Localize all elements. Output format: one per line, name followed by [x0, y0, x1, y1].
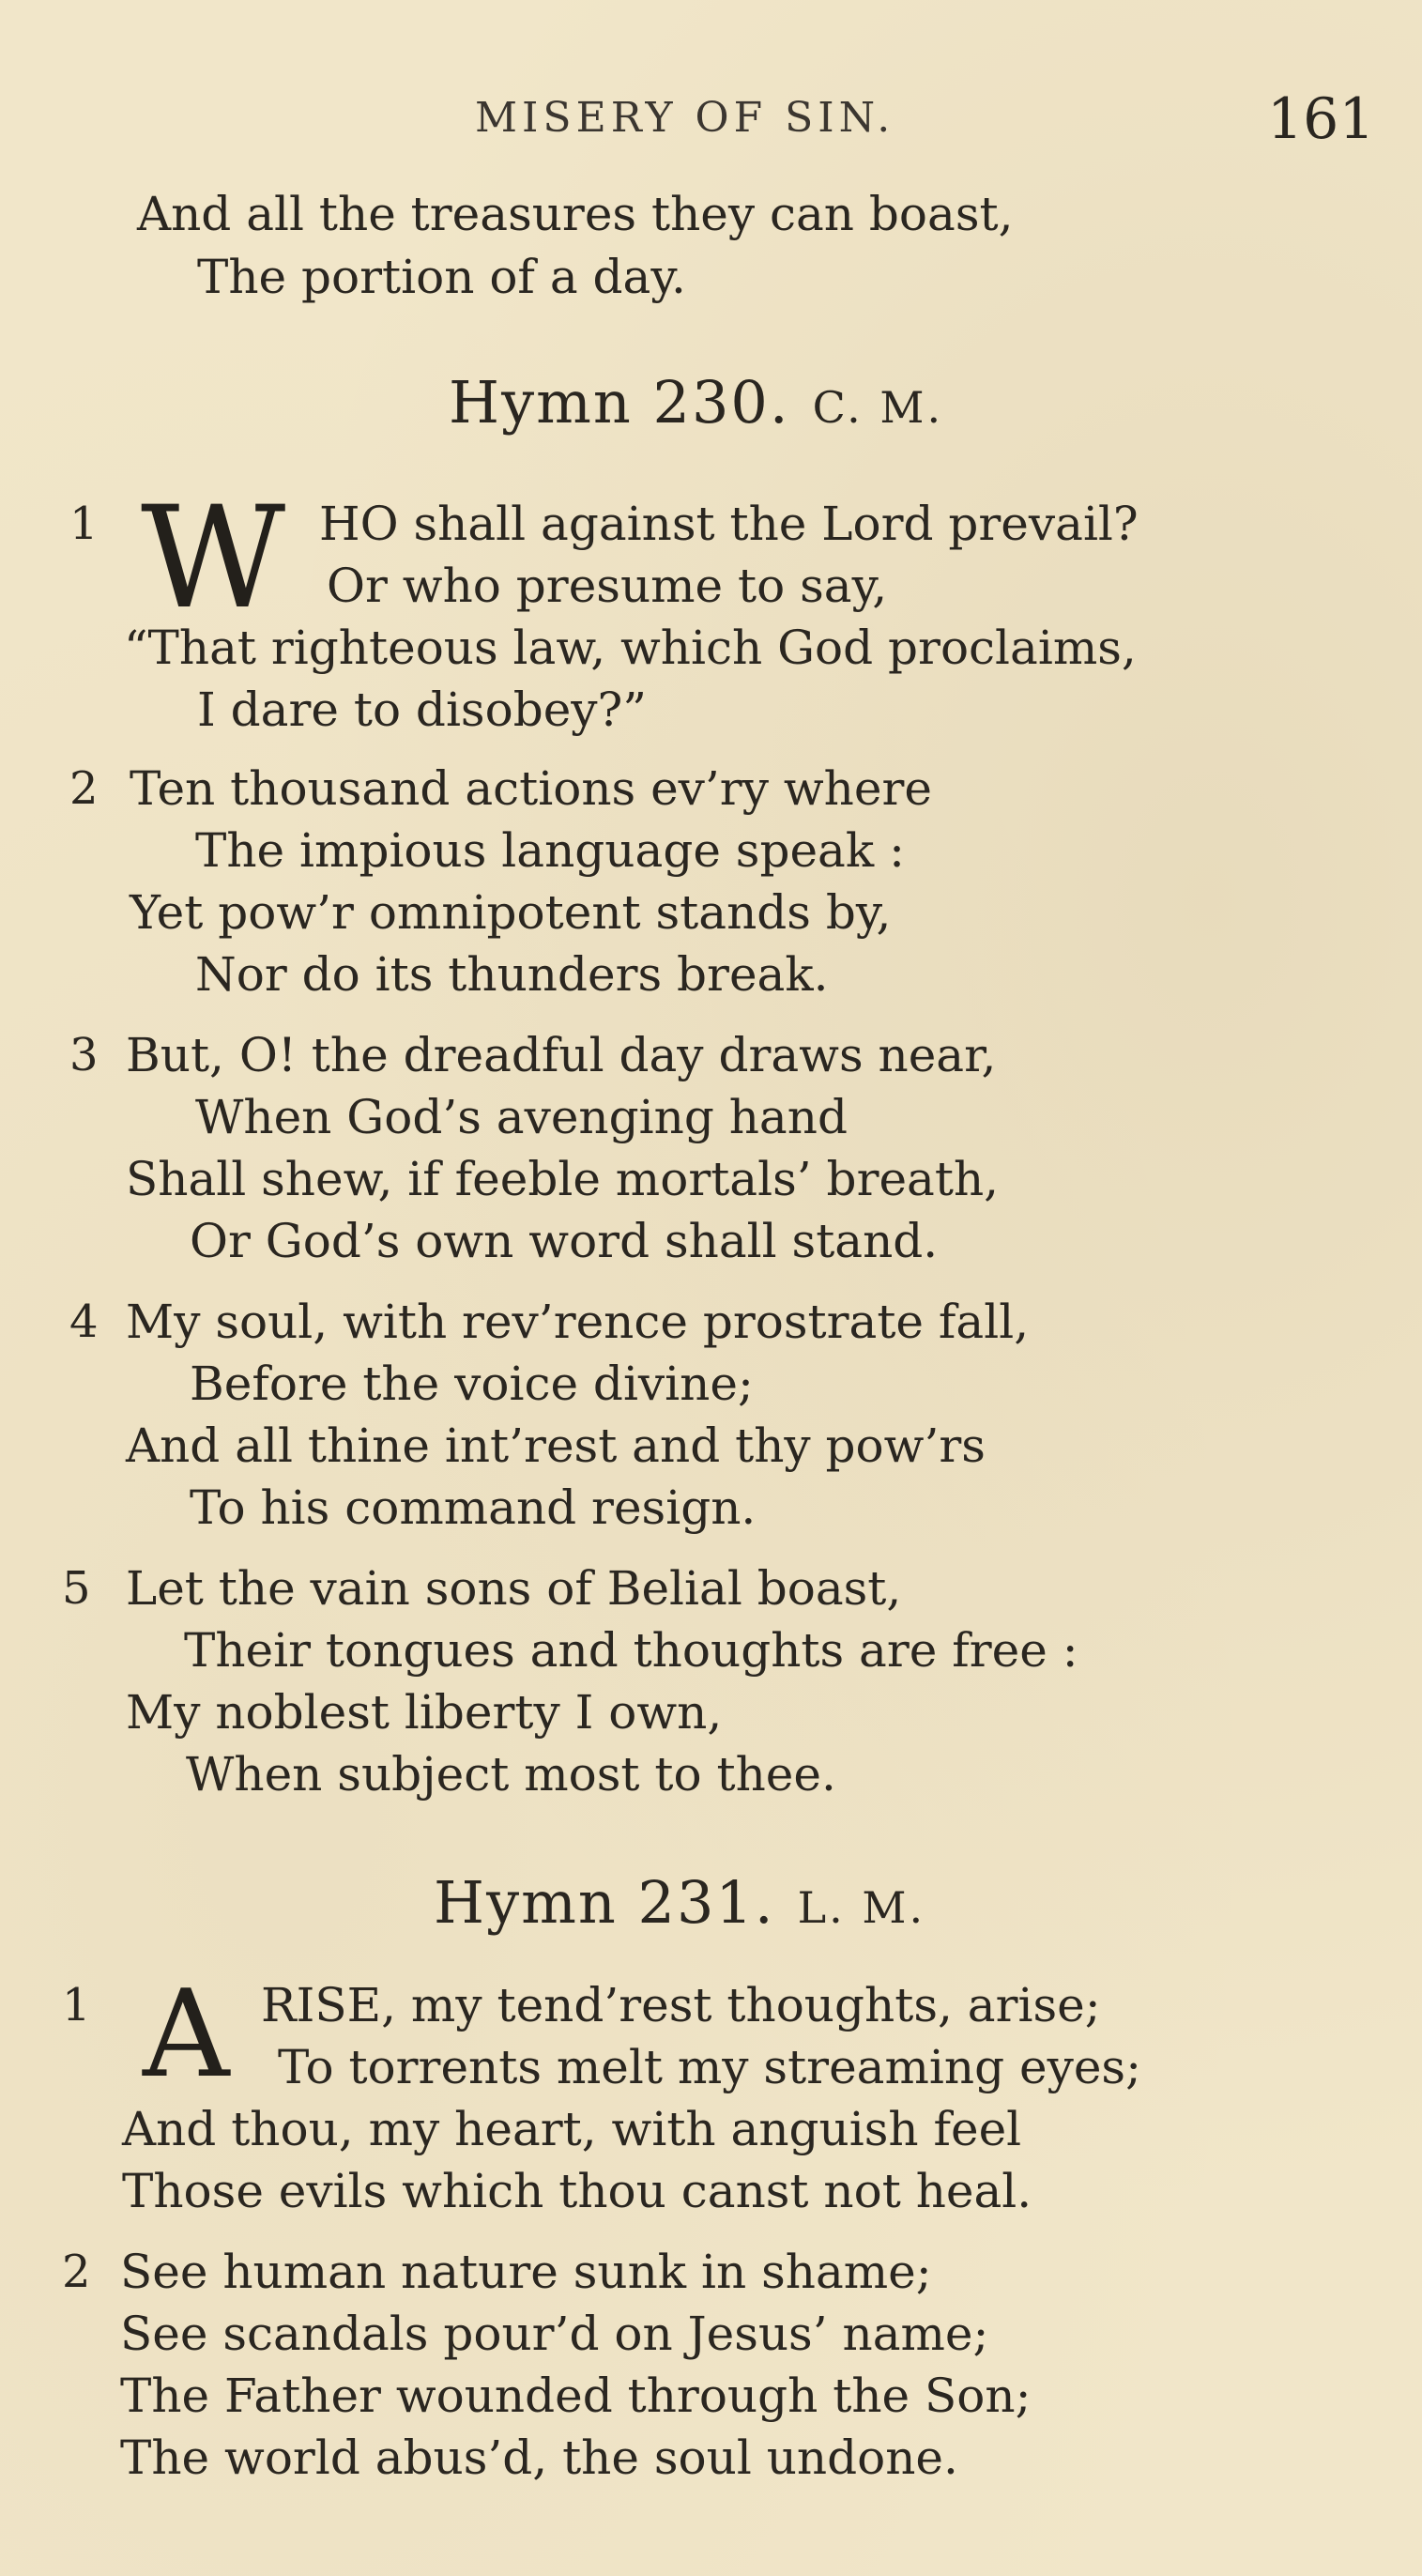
hymn-230-verse-4-line-4: To his command resign. — [190, 1480, 757, 1535]
hymn-230-verse-4-line-2: Before the voice divine; — [190, 1357, 754, 1411]
hymn-231-verse-1-line-2: To torrents melt my streaming eyes; — [278, 2040, 1141, 2094]
hymn-230-verse-number-4: 4 — [69, 1296, 99, 1348]
hymn-230-verse-3-line-3: Shall shew, if feeble mortals’ breath, — [126, 1152, 1000, 1206]
hymn-230-meter: C. M. — [812, 382, 944, 433]
hymn-231-verse-2-line-3: The Father wounded through the Son; — [120, 2369, 1032, 2423]
running-head — [0, 86, 1422, 152]
hymn-230-verse-1-line-2: Or who presume to say, — [327, 559, 888, 613]
hymn-231-title: Hymn 231. — [434, 1868, 775, 1937]
hymn-231-verse-1-line-4: Those evils which thou canst not heal. — [122, 2164, 1032, 2218]
hymn-230-verse-2-line-2: The impious language speak : — [195, 823, 905, 878]
hymn-230-verse-1-line-1: HO shall against the Lord prevail? — [319, 497, 1139, 551]
hymn-230-verse-5-line-2: Their tongues and thoughts are free : — [184, 1623, 1078, 1678]
hymn-230-verse-2-line-3: Yet pow’r omnipotent stands by, — [130, 885, 892, 940]
hymn-231-heading — [434, 1868, 925, 1937]
hymn-230-verse-3-line-2: When God’s avenging hand — [195, 1090, 848, 1144]
hymn-231-verse-number-1: 1 — [62, 1979, 91, 2032]
hymn-231-verse-2-line-4: The world abus’d, the soul undone. — [120, 2430, 958, 2485]
hymn-230-verse-number-5: 5 — [62, 1562, 91, 1615]
hymn-230-verse-4-line-1: My soul, with rev’rence prostrate fall, — [126, 1295, 1030, 1349]
hymn-230-verse-1-line-3: “That righteous law, which God proclaims, — [124, 621, 1137, 675]
page-number: 161 — [1267, 86, 1375, 152]
hymn-231-verse-1-line-1: RISE, my tend’rest thoughts, arise; — [261, 1978, 1101, 2032]
hymn-231-verse-1-line-3: And thou, my heart, with anguish feel — [122, 2102, 1022, 2156]
hymn-230-verse-number-1: 1 — [69, 498, 99, 550]
hymn-230-verse-4-line-3: And all thine int’rest and thy pow’rs — [126, 1418, 986, 1473]
hymn-231-verse-2-line-1: See human nature sunk in shame; — [120, 2245, 932, 2299]
hymn-230-verse-5-line-1: Let the vain sons of Belial boast, — [126, 1561, 902, 1616]
hymn-230-verse-5-line-4: When subject most to thee. — [186, 1747, 836, 1802]
hymn-231-verse-number-2: 2 — [62, 2246, 91, 2298]
carryover-line-1: And all the treasures they can boast, — [137, 187, 1014, 241]
hymn-231-drop-cap: A — [143, 1965, 230, 2105]
hymn-230-verse-1-line-4: I dare to disobey?” — [197, 682, 647, 737]
hymn-230-heading — [449, 368, 943, 437]
hymn-230-verse-number-2: 2 — [69, 762, 99, 815]
carryover-line-2: The portion of a day. — [197, 250, 686, 304]
hymn-230-verse-2-line-4: Nor do its thunders break. — [195, 947, 829, 1002]
hymn-231-verse-2-line-2: See scandals pour’d on Jesus’ name; — [120, 2307, 989, 2361]
hymn-231-meter: L. M. — [797, 1882, 926, 1933]
hymn-230-verse-3-line-4: Or God’s own word shall stand. — [190, 1214, 939, 1268]
hymn-230-verse-number-3: 3 — [69, 1029, 99, 1081]
hymn-230-verse-2-line-1: Ten thousand actions ev’ry where — [130, 761, 932, 816]
hymn-230-drop-cap: W — [141, 477, 277, 640]
hymn-230-title: Hymn 230. — [449, 368, 790, 437]
hymn-230-verse-5-line-3: My noblest liberty I own, — [126, 1685, 723, 1740]
running-title: MISERY OF SIN. — [475, 94, 895, 142]
hymn-230-verse-3-line-1: But, O! the dreadful day draws near, — [126, 1028, 997, 1082]
